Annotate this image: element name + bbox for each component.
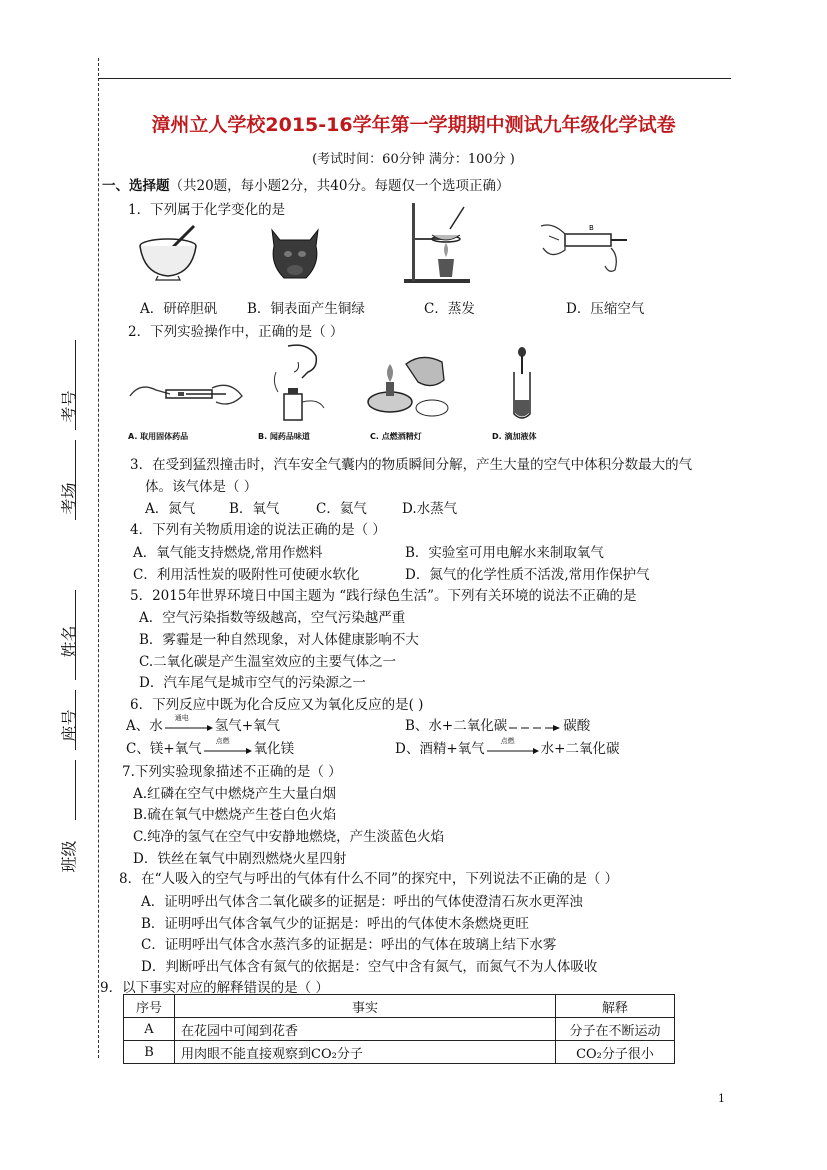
q9-stem: 9．以下事实对应的解释错误的是（ ） [100,980,329,996]
q6-option-a [126,714,280,734]
q2-stem: 2．下列实验操作中，正确的是（ ） [128,324,344,340]
header-cell-id: 序号 [124,995,175,1018]
q9-table [123,994,675,1064]
q5-option-b: B．雾霾是一种自然现象，对人体健康影响不大 [139,632,419,648]
q4-option-b: B．实验室可用电解水来制取氧气 [405,545,604,561]
header-cell-explanation: 解释 [556,995,675,1018]
q5-stem: 5．2015年世界环境日中国主题为 “践行绿色生活”。下列有关环境的说法不正确的是 [130,588,637,604]
smelling-image [268,342,332,424]
page-number: 1 [718,1092,725,1105]
table-row [124,1041,675,1064]
q7-option-d: D．铁丝在氧气中剧烈燃烧火星四射 [133,851,347,867]
q1-option-a: A．研碎胆矾 [140,301,218,317]
q6-d-reactants: D、酒精+氧气 [395,741,485,757]
section-heading [102,174,509,194]
cell-explanation: 分子在不断运动 [556,1018,675,1041]
top-rule [98,78,731,79]
bronze-head-image [266,224,324,284]
q7-option-a: A.红磷在空气中燃烧产生大量白烟 [133,786,337,802]
q6-b-reactants: B、水+二氧化碳 [405,718,508,734]
q1-option-b: B．铜表面产生铜绿 [247,301,365,317]
q7-option-c: C.纯净的氢气在空气中安静地燃烧，产生淡蓝色火焰 [133,829,445,845]
q6-c-reactants: C、镁+氧气 [126,741,202,757]
q3-option-a: A．氮气 [145,501,196,517]
table-header-row [124,995,675,1018]
header-cell-fact: 事实 [175,995,556,1018]
q8-option-c: C．证明呼出气体含水蒸汽多的证据是：呼出的气体在玻璃上结下水雾 [141,937,557,953]
dropping-liquid-image [508,346,536,422]
svg-text:B: B [589,224,594,232]
q3-option-b: B．氧气 [229,501,280,517]
q6-c-products: 氧化镁 [253,741,295,757]
syringe-image [535,218,631,278]
taking-solid-image [126,376,246,416]
cell-explanation: CO₂分子很小 [556,1041,675,1064]
q3-option-c: C．氦气 [316,501,367,517]
q6-d-products: 水+二氧化碳 [540,741,620,757]
q5-option-c: C.二氧化碳是产生温室效应的主要气体之一 [139,654,397,670]
q6-option-b [405,714,590,734]
page-title: 漳州立人学校2015-16学年第一学期期中测试九年级化学试卷 [151,114,676,136]
q2-caption-b: B. 闻药品味道 [258,432,310,441]
section-title: 一、选择题 [102,178,170,194]
binding-line-class [75,760,76,820]
q8-stem: 8．在“人吸入的空气与呼出的气体有什么不同”的探究中，下列说法不正确的是（ ） [119,871,619,887]
q4-stem: 4．下列有关物质用途的说法正确的是（ ） [130,522,386,538]
q8-option-d: D．判断呼出气体含有氮气的依据是：空气中含有氮气，而氮气不为人体吸收 [141,959,598,975]
q4-option-a: A．氧气能支持燃烧,常用作燃料 [133,545,323,561]
q2-caption-d: D. 滴加液体 [492,432,537,441]
q2-caption-a: A. 取用固体药品 [128,432,189,441]
q3-option-d: D.水蒸气 [402,501,458,517]
q6-option-c [126,737,294,757]
q1-option-c: C．蒸发 [424,301,475,317]
reaction-arrow-icon [485,736,541,756]
table-row [124,1018,675,1041]
q4-option-d: D．氮气的化学性质不活泼,常用作保护气 [405,567,650,583]
binding-label-name: 姓名 [59,625,79,658]
q6-stem: 6．下列反应中既为化合反应又为氧化反应的是( ) [130,697,424,713]
q6-a-condition: 通电 [174,713,189,722]
binding-label-seat: 座号 [59,709,79,742]
binding-dashed-line [98,58,99,1058]
q5-option-d: D．汽车尾气是城市空气的污染源之一 [139,675,366,691]
q6-c-condition: 点燃 [215,736,230,745]
binding-label-exam-room: 考场 [59,482,79,515]
q6-b-products: 碳酸 [563,718,591,734]
lighting-lamp-image [362,352,452,422]
q7-option-b: B.硫在氧气中燃烧产生苍白色火焰 [133,807,337,823]
reaction-arrow-icon [507,721,563,733]
binding-label-class: 班级 [59,840,79,873]
q3-stem-line2: 体。该气体是（ ） [145,479,258,495]
evaporation-apparatus-image [402,199,472,285]
q6-a-reactants: A、水 [126,718,163,734]
q3-stem-line1: 3．在受到猛烈撞击时，汽车安全气囊内的物质瞬间分解，产生大量的空气中体积分数最大的气 [130,457,693,473]
q7-stem: 7.下列实验现象描述不正确的是（ ） [122,764,342,780]
binding-label-exam-number: 考号 [59,390,79,423]
q6-option-d [395,737,619,757]
q6-d-condition: 点燃 [500,736,515,745]
q8-option-b: B．证明呼出气体含氧气少的证据是：呼出的气体使木条燃烧更旺 [141,916,529,932]
q6-a-products: 氢气+氧气 [214,718,281,734]
q4-option-c: C．利用活性炭的吸附性可使硬水软化 [133,567,360,583]
q8-option-a: A．证明呼出气体含二氧化碳多的证据是：呼出的气体使澄清石灰水更浑浊 [141,894,583,910]
reaction-arrow-icon [202,736,254,756]
cell-id: A [124,1018,175,1041]
q1-stem: 1．下列属于化学变化的是 [128,202,286,218]
section-note: （共20题，每小题2分，共40分。每题仅一个选项正确） [169,178,510,194]
cell-fact: 在花园中可闻到花香 [175,1018,556,1041]
reaction-arrow-icon [163,713,215,733]
q5-option-a: A．空气污染指数等级越高，空气污染越严重 [139,610,406,626]
cell-fact: 用肉眼不能直接观察到CO₂分子 [175,1041,556,1064]
exam-info: (考试时间：60分钟 满分：100分 ) [312,152,515,167]
mortar-pestle-image [138,222,200,282]
q2-caption-c: C. 点燃酒精灯 [370,432,422,441]
q1-option-d: D．压缩空气 [566,301,645,317]
cell-id: B [124,1041,175,1064]
